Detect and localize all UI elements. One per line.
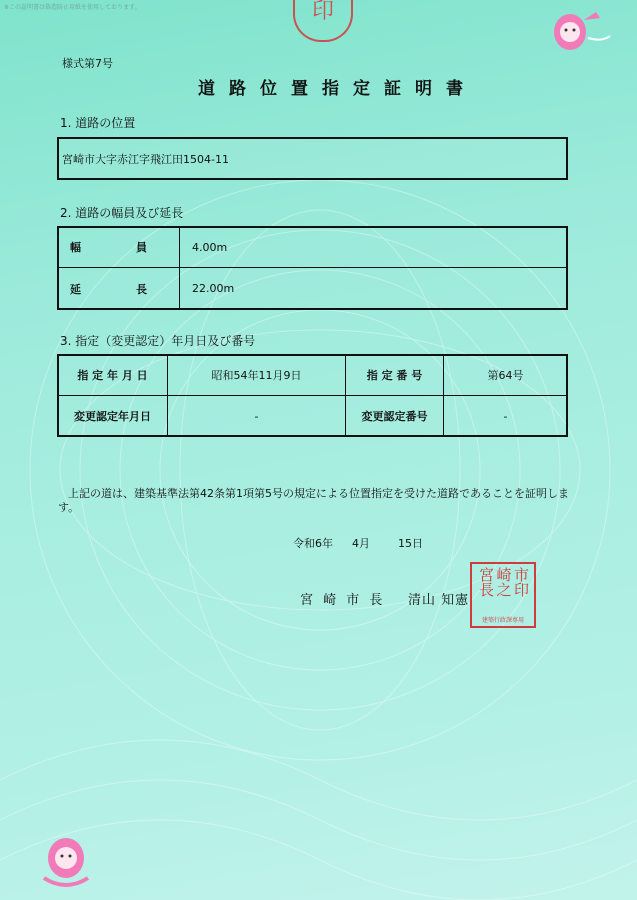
seal-column-3: 宮長 — [477, 567, 495, 597]
table-row — [58, 227, 568, 268]
issue-date-era: 令和6年 — [293, 537, 333, 550]
designation-date-label: 指 定 年 月 日 — [58, 355, 168, 396]
change-number-label: 変更認定番号 — [346, 396, 444, 437]
seal-column-1: 市印 — [512, 567, 530, 597]
designation-date: 昭和54年11月9日 — [168, 355, 346, 396]
issue-date-day: 15日 — [398, 537, 423, 550]
length-label: 延 長 — [58, 268, 180, 310]
mascot-bottom-left-icon — [30, 828, 100, 890]
designation-table — [57, 354, 568, 437]
issue-date-month: 4月 — [352, 537, 370, 550]
section3-title: 3. 指定（変更認定）年月日及び番号 — [60, 334, 256, 348]
section2-title: 2. 道路の幅員及び延長 — [60, 206, 184, 220]
table-row — [58, 268, 568, 310]
designation-number-label: 指 定 番 号 — [346, 355, 444, 396]
issuer-name: 清山 知憲 — [408, 593, 470, 608]
top-seal-stamp: 印 — [293, 0, 353, 42]
form-number: 様式第7号 — [62, 57, 113, 70]
width-value: 4.00m — [180, 227, 568, 268]
location-box — [57, 137, 568, 180]
width-label: 幅 員 — [58, 227, 180, 268]
change-date-label: 変更認定年月日 — [58, 396, 168, 437]
table-row — [58, 396, 568, 437]
security-notice: ※この証明書は偽造防止用紙を使用しております。 — [4, 4, 141, 11]
change-number: - — [444, 396, 568, 437]
section1-title: 1. 道路の位置 — [60, 116, 136, 130]
seal-column-2: 崎之 — [494, 567, 513, 597]
document-title: 道路位置指定証明書 — [198, 79, 477, 99]
road-location: 宮崎市大字赤江字飛江田1504-11 — [62, 153, 229, 166]
seal-bottom-text: 建築行政課専用 — [481, 617, 524, 624]
issuer-title: 宮 崎 市 長 — [300, 593, 386, 608]
mascot-top-right-icon — [548, 4, 616, 60]
length-value: 22.00m — [180, 268, 568, 310]
certification-statement: 上記の道は、建築基準法第42条第1項第5号の規定による位置指定を受けた道路であることを証明します。 — [58, 487, 569, 514]
designation-number: 第64号 — [444, 355, 568, 396]
mayor-seal — [470, 562, 536, 628]
change-date: - — [168, 396, 346, 437]
width-length-table — [57, 226, 568, 310]
table-row — [58, 355, 568, 396]
